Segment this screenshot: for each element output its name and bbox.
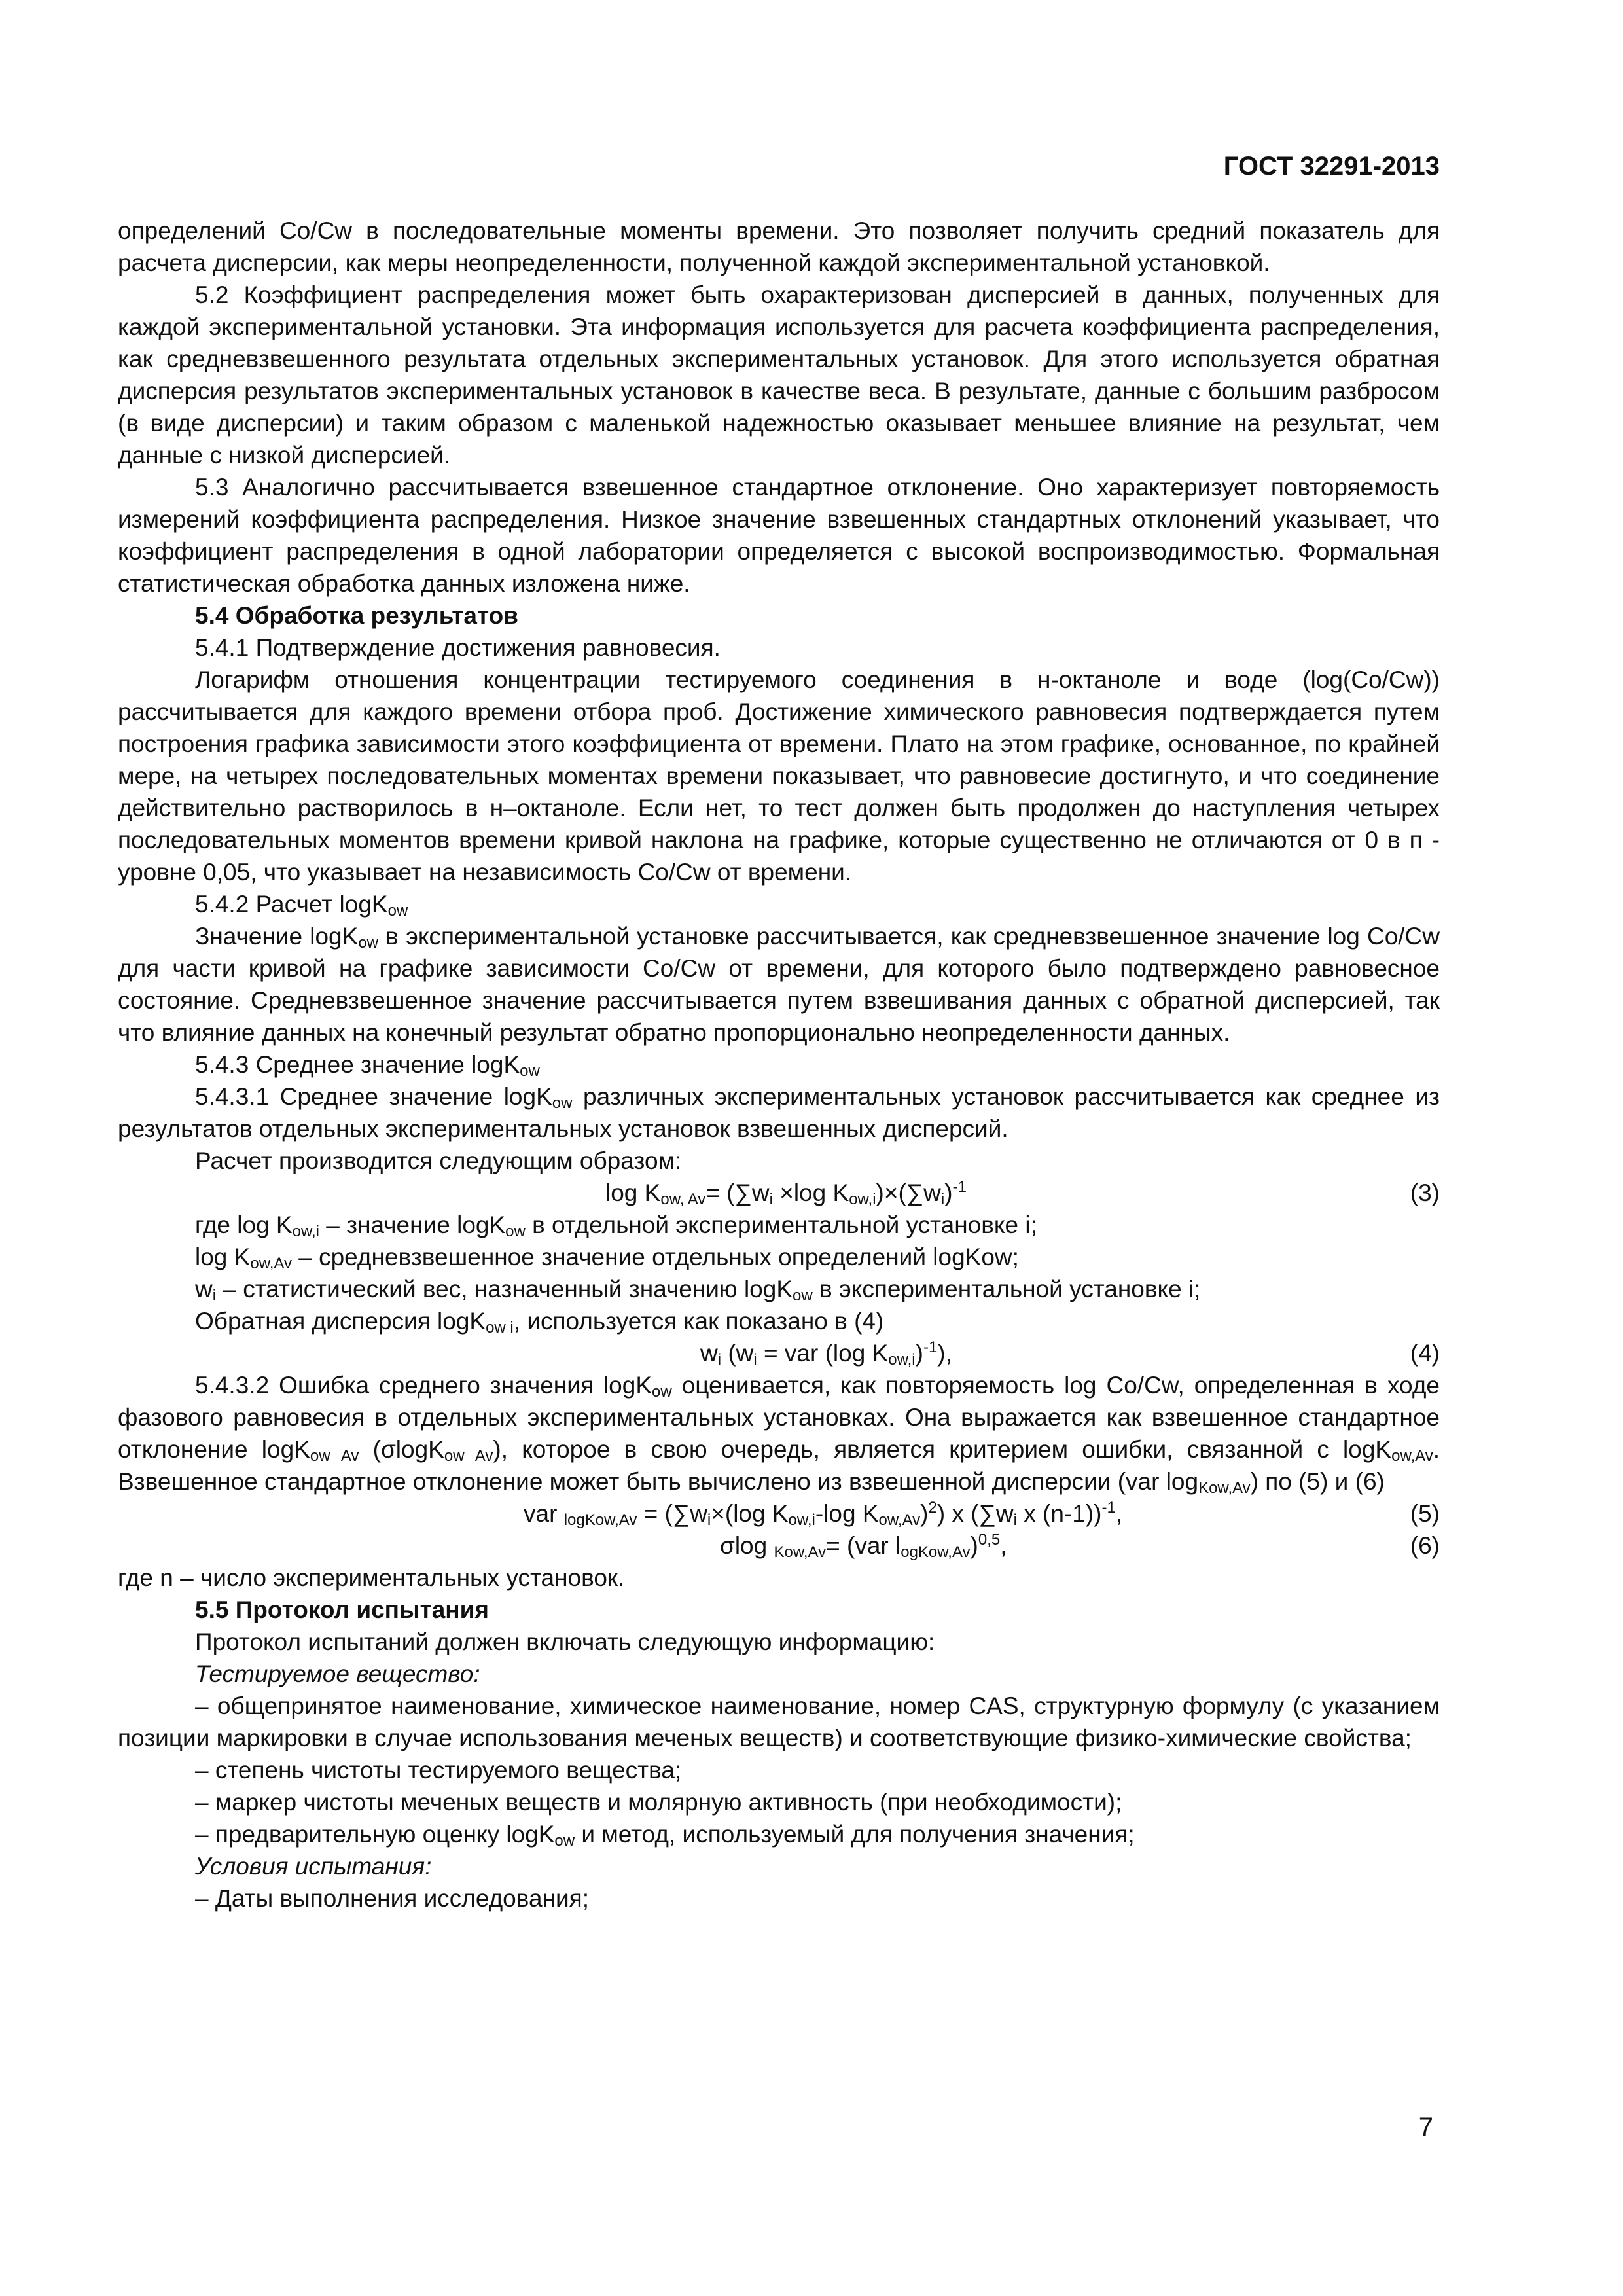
definition-kow-i: где $\log K_{ow,i}$ – значение logK$_{ow}$ в отдельной экспериментальной установке i; <box>195 1211 1037 1240</box>
paragraph-5-4-3-2: 5.4.3.2 Ошибка среднего значения logK$_{ow}$ оценивается, как повторяемость log Co/Cw, определенная в ходе фазового равновесия в отдельных экспериментальных установках. Она выражается как взвешенное стандартное отклонение logK$_{ow Av}$ (σlogK$_{ow Av}$), которое в свою очередь, является критерием ошибки, связанной с logK$_{ow,Av}$. Взвешенное стандартное отклонение может быть вычислено из взвешенной дисперсии (var $\log_{Kow,Av}$) по (5) и (6) <box>118 1372 1440 1497</box>
definition-inverse-variance: Обратная дисперсия logK$_{ow i}$, используется как показано в (4) <box>195 1308 884 1336</box>
page-number: 7 <box>1418 2113 1433 2142</box>
test-conditions-heading: Условия испытания: <box>195 1853 432 1880</box>
equation-5 <box>118 1498 1440 1530</box>
definition-n: где n – число экспериментальных установок. <box>118 1564 625 1591</box>
section-heading-5-5: 5.5 Протокол испытания <box>195 1596 489 1623</box>
equation-6-formula: σlog $_{Kow,Av}$= (var $l_{ogKow,Av})^{0,5}$, <box>720 1531 1007 1561</box>
equation-5-number: (5) <box>1410 1500 1440 1527</box>
list-item: – маркер чистоты меченых веществ и молярную активность (при необходимости); <box>195 1789 1122 1816</box>
list-item: – Даты выполнения исследования; <box>195 1885 589 1912</box>
document-page <box>118 0 1440 2296</box>
paragraph-logkow-calc: Значение logK$_{ow}$ в экспериментальной установке рассчитывается, как средневзвешенное значение log Co/Cw для части кривой на графике зависимости Co/Cw от времени, для которого было подтверждено равновесное состояние. Средневзвешенное значение рассчитывается путем взвешивания данных с обратной дисперсией, так что влияние данных на конечный результат обратно пропорционально неопределенности данных. <box>118 923 1440 1046</box>
equation-6-number: (6) <box>1410 1532 1440 1559</box>
equation-3-number: (3) <box>1410 1179 1440 1206</box>
paragraph-5-2: 5.2 Коэффициент распределения может быть охарактеризован дисперсией в данных, полученных для каждой экспериментальной установки. Эта информация используется для расчета коэффициента распределения, как средневзвешенного результата отдельных экспериментальных установок. Для этого используется обратная дисперсия результатов экспериментальных установок в качестве веса. В результате, данные с большим разбросом (в виде дисперсии) и таким образом с маленькой надежностью оказывает меньшее влияние на результат, чем данные с низкой дисперсией. <box>118 281 1440 469</box>
subsection-5-4-3: 5.4.3 Среднее значение logK$_{ow}$ <box>195 1051 540 1080</box>
document-body <box>118 215 1440 1914</box>
list-item: – общепринятое наименование, химическое наименование, номер CAS, структурную формулу (с указанием позиции маркировки в случае использования меченых веществ) и соответствующие физико-химические свойства; <box>118 1693 1440 1751</box>
equation-5-formula: var $_{logKow,Av} = (\sum w_i\times(\log$ $K_{ow,i}-\log$ $K_{ow,Av})^2$) x ($\sum w_i$ x (n-1))$^{-1}$, <box>524 1499 1123 1529</box>
paragraph: определений Co/Cw в последовательные моменты времени. Это позволяет получить средний показатель для расчета дисперсии, как меры неопределенности, полученной каждой экспериментальной установкой. <box>118 217 1440 276</box>
equation-3-formula: $\log K_{ow, Av}= (\sum w_i \times\log$ $K_{ow,i})\times(\sum w_i)^{-1}$ <box>605 1178 967 1208</box>
equation-4 <box>118 1337 1440 1369</box>
equation-4-number: (4) <box>1410 1340 1440 1367</box>
document-header: ГОСТ 32291-2013 <box>1223 152 1440 181</box>
equation-3 <box>118 1177 1440 1209</box>
test-substance-heading: Тестируемое вещество: <box>195 1660 480 1687</box>
list-item: – степень чистоты тестируемого вещества; <box>195 1757 682 1784</box>
section-heading-5-4: 5.4 Обработка результатов <box>195 602 518 629</box>
protocol-intro: Протокол испытаний должен включать следующую информацию: <box>195 1628 935 1655</box>
paragraph-equilibrium: Логарифм отношения концентрации тестируемого соединения в н-октаноле и воде (log(Co/Cw)) рассчитывается для каждого времени отбора проб. Достижение химического равновесия подтверждается путем построения графика зависимости этого коэффициента от времени. Плато на этом графике, основанное, по крайней мере, на четырех последовательных моментах времени показывает, что равновесие достигнуто, и что соединение действительно растворилось в н–октаноле. Если нет, то тест должен быть продолжен до наступления четырех последовательных моментов времени кривой наклона на графике, которые существенно не отличаются от 0 в п - уровне 0,05, что указывает на независимость Co/Cw от времени. <box>118 666 1440 886</box>
calc-intro: Расчет производится следующим образом: <box>195 1147 682 1174</box>
definition-kow-av: $\log K_{ow,Av}$ – средневзвешенное значение отдельных определений logKow; <box>195 1244 1019 1272</box>
equation-6 <box>118 1530 1440 1562</box>
list-item: – предварительную оценку logK$_{ow}$ и метод, используемый для получения значения; <box>195 1821 1135 1850</box>
paragraph-5-3: 5.3 Аналогично рассчитывается взвешенное стандартное отклонение. Оно характеризует повторяемость измерений коэффициента распределения. Низкое значение взвешенных стандартных отклонений указывает, что коэффициент распределения в одной лаборатории определяется с высокой воспроизводимостью. Формальная статистическая обработка данных изложена ниже. <box>118 474 1440 597</box>
subsection-5-4-2: 5.4.2 Расчет logK$_{ow}$ <box>195 891 408 920</box>
paragraph-5-4-3-1: 5.4.3.1 Среднее значение logK$_{ow}$ различных экспериментальных установок рассчитывается как среднее из результатов отдельных экспериментальных установок взвешенных дисперсий. <box>118 1083 1440 1142</box>
equation-4-formula: $w_i$ ($w_i$ = var (log $K_{ow,i})^{-1}$), <box>700 1338 952 1369</box>
definition-weight: $w_i$ – статистический вес, назначенный значению logK$_{ow}$ в экспериментальной установке i; <box>195 1276 1201 1304</box>
subsection-5-4-1: 5.4.1 Подтверждение достижения равновесия. <box>195 634 721 661</box>
